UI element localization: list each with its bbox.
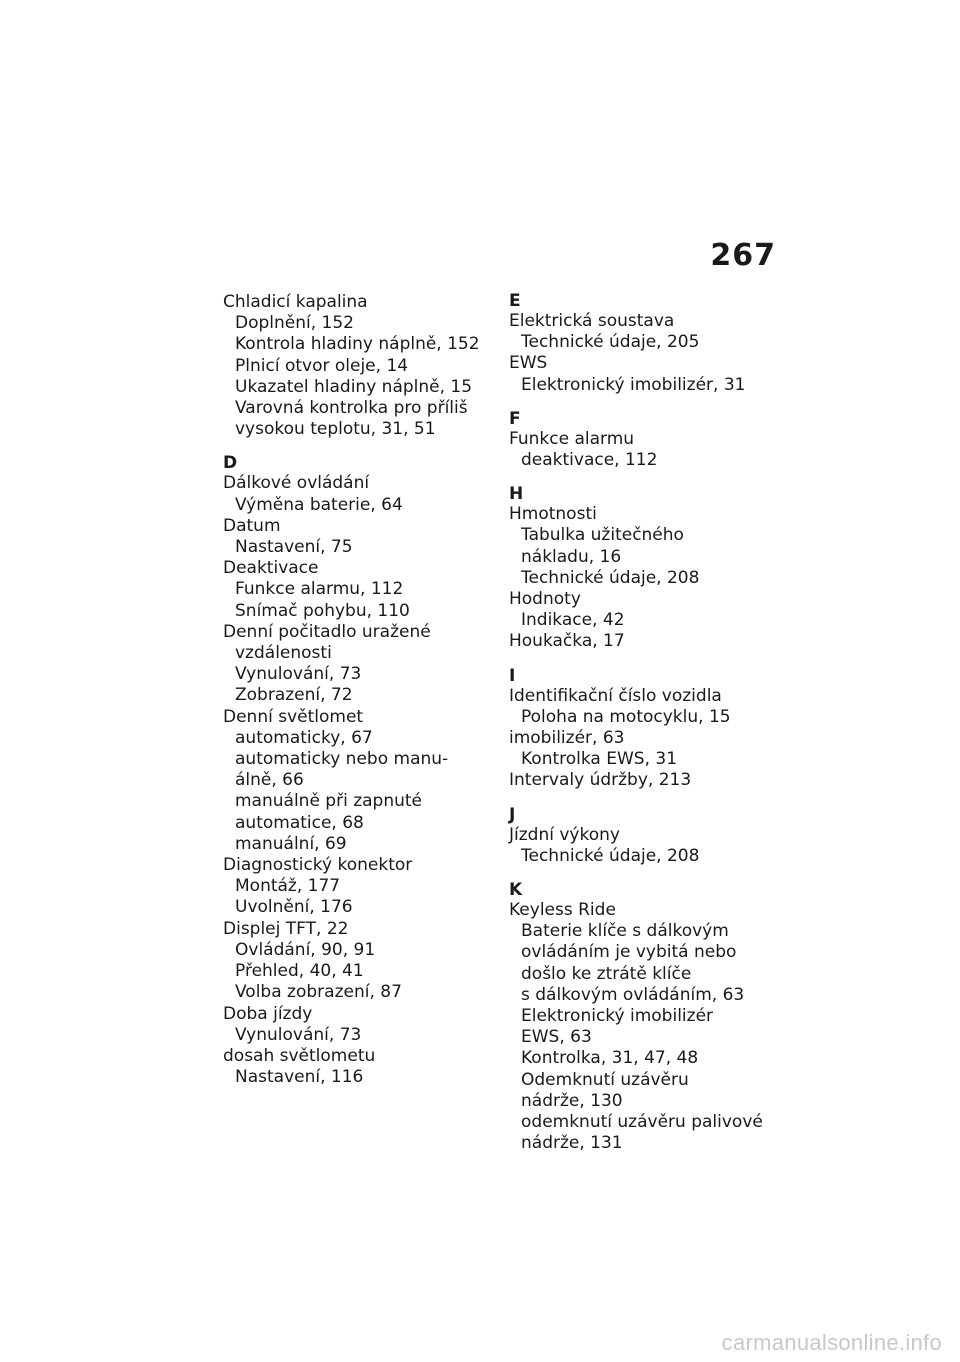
index-subentry: Varovná kontrolka pro příliš <box>235 398 468 419</box>
index-subentry: Vynulování, 73 <box>235 664 362 685</box>
index-subentry: Technické údaje, 208 <box>521 567 700 588</box>
index-subentry: došlo ke ztrátě klíče <box>521 963 692 984</box>
index-subentry: ovládáním je vybitá nebo <box>521 942 737 963</box>
index-entry: Funkce alarmu <box>509 428 635 449</box>
index-section-letter: E <box>509 291 521 311</box>
index-subentry: álně, 66 <box>235 770 304 791</box>
section-spacer <box>509 792 789 806</box>
index-subentry: Doplnění, 152 <box>235 313 354 334</box>
index-entry: imobilizér, 63 <box>509 728 625 749</box>
index-entry: Doba jízdy <box>223 1003 313 1024</box>
section-spacer <box>509 653 789 667</box>
index-subentry: Nastavení, 116 <box>235 1067 364 1088</box>
index-section-letter: J <box>509 804 516 825</box>
index-subentry: automaticky nebo manu- <box>235 749 449 770</box>
index-subentry: Odemknutí uzávěru <box>521 1069 689 1090</box>
watermark: carmanualsonline.info <box>721 1330 942 1355</box>
index-subentry: manuálně při zapnuté <box>235 791 423 812</box>
index-section-letter: F <box>509 408 521 429</box>
index-subentry: Snímač pohybu, 110 <box>235 600 410 621</box>
index-subentry: automatice, 68 <box>235 812 364 833</box>
index-subentry: Plnicí otvor oleje, 14 <box>235 355 409 376</box>
index-entry: Hmotnosti <box>509 504 597 525</box>
index-entry: Denní světlomet <box>223 706 364 727</box>
section-spacer <box>509 396 789 410</box>
index-subentry: Poloha na motocyklu, 15 <box>521 706 731 727</box>
index-subentry: Kontrolka, 31, 47, 48 <box>521 1048 699 1069</box>
section-spacer <box>509 867 789 881</box>
index-subentry: Přehled, 40, 41 <box>235 961 364 982</box>
index-entry: Denní počitadlo uražené <box>223 621 431 642</box>
section-spacer <box>509 471 789 485</box>
index-entry: Houkačka, 17 <box>509 631 625 652</box>
index-section-letter: H <box>509 484 524 505</box>
index-entry: Deaktivace <box>223 558 319 579</box>
index-subentry: Elektronický imobilizér <box>521 1006 714 1027</box>
index-subentry: odemknutí uzávěru palivové <box>521 1112 763 1133</box>
index-subentry: Zobrazení, 72 <box>235 685 353 706</box>
index-subentry: Technické údaje, 208 <box>521 845 700 866</box>
index-subentry: Elektronický imobilizér, 31 <box>521 374 746 395</box>
index-subentry: manuální, 69 <box>235 833 347 854</box>
index-column-left <box>223 292 493 1088</box>
index-subentry: nádrže, 131 <box>521 1133 623 1154</box>
index-entry: Elektrická soustava <box>509 311 675 331</box>
index-subentry: deaktivace, 112 <box>521 450 658 471</box>
index-subentry: Montáž, 177 <box>235 876 341 897</box>
index-entry: Keyless Ride <box>509 900 616 921</box>
index-subentry: Indikace, 42 <box>521 610 625 631</box>
index-entry: Jízdní výkony <box>509 824 620 845</box>
index-entry: Hodnoty <box>509 589 581 610</box>
index-entry: Diagnostický konektor <box>223 855 413 876</box>
index-entry: Chladicí kapalina <box>223 292 368 312</box>
index-section-letter: I <box>509 665 516 686</box>
index-subentry: s dálkovým ovládáním, 63 <box>521 984 745 1005</box>
index-subentry: Kontrola hladiny náplně, 152 <box>235 334 480 355</box>
index-subentry: Baterie klíče s dálkovým <box>521 921 729 942</box>
index-subentry: Výměna baterie, 64 <box>235 494 403 515</box>
index-subentry: EWS, 63 <box>521 1027 592 1048</box>
index-subentry: Vynulování, 73 <box>235 1024 362 1045</box>
index-entry: Datum <box>223 515 281 536</box>
index-subentry: vzdálenosti <box>235 643 332 664</box>
index-subentry: Funkce alarmu, 112 <box>235 579 404 600</box>
index-subentry: vysokou teplotu, 31, 51 <box>235 419 436 440</box>
page-number: 267 <box>710 238 776 273</box>
index-entry: Intervaly údržby, 213 <box>509 770 692 791</box>
section-spacer <box>223 440 493 454</box>
index-entry: Dálkové ovládání <box>223 473 370 494</box>
index-subentry: nákladu, 16 <box>521 546 622 567</box>
index-subentry: Kontrolka EWS, 31 <box>521 749 678 770</box>
index-entry: Displej TFT, 22 <box>223 918 349 939</box>
index-subentry: Ovládání, 90, 91 <box>235 939 376 960</box>
index-subentry: Uvolnění, 176 <box>235 897 353 918</box>
index-column-right <box>509 292 789 1155</box>
index-subentry: Technické údaje, 205 <box>521 332 700 353</box>
index-subentry: nádrže, 130 <box>521 1090 623 1111</box>
index-section-letter: K <box>509 880 523 901</box>
index-subentry: Nastavení, 75 <box>235 537 353 558</box>
index-entry: Identifikační číslo vozidla <box>509 685 722 706</box>
index-subentry: Tabulka užitečného <box>521 525 684 546</box>
index-subentry: Ukazatel hladiny náplně, 15 <box>235 376 473 397</box>
index-entry: EWS <box>509 353 548 374</box>
index-subentry: Volba zobrazení, 87 <box>235 982 402 1003</box>
index-section-letter: D <box>223 453 238 474</box>
index-subentry: automaticky, 67 <box>235 727 373 748</box>
index-entry: dosah světlometu <box>223 1045 376 1066</box>
